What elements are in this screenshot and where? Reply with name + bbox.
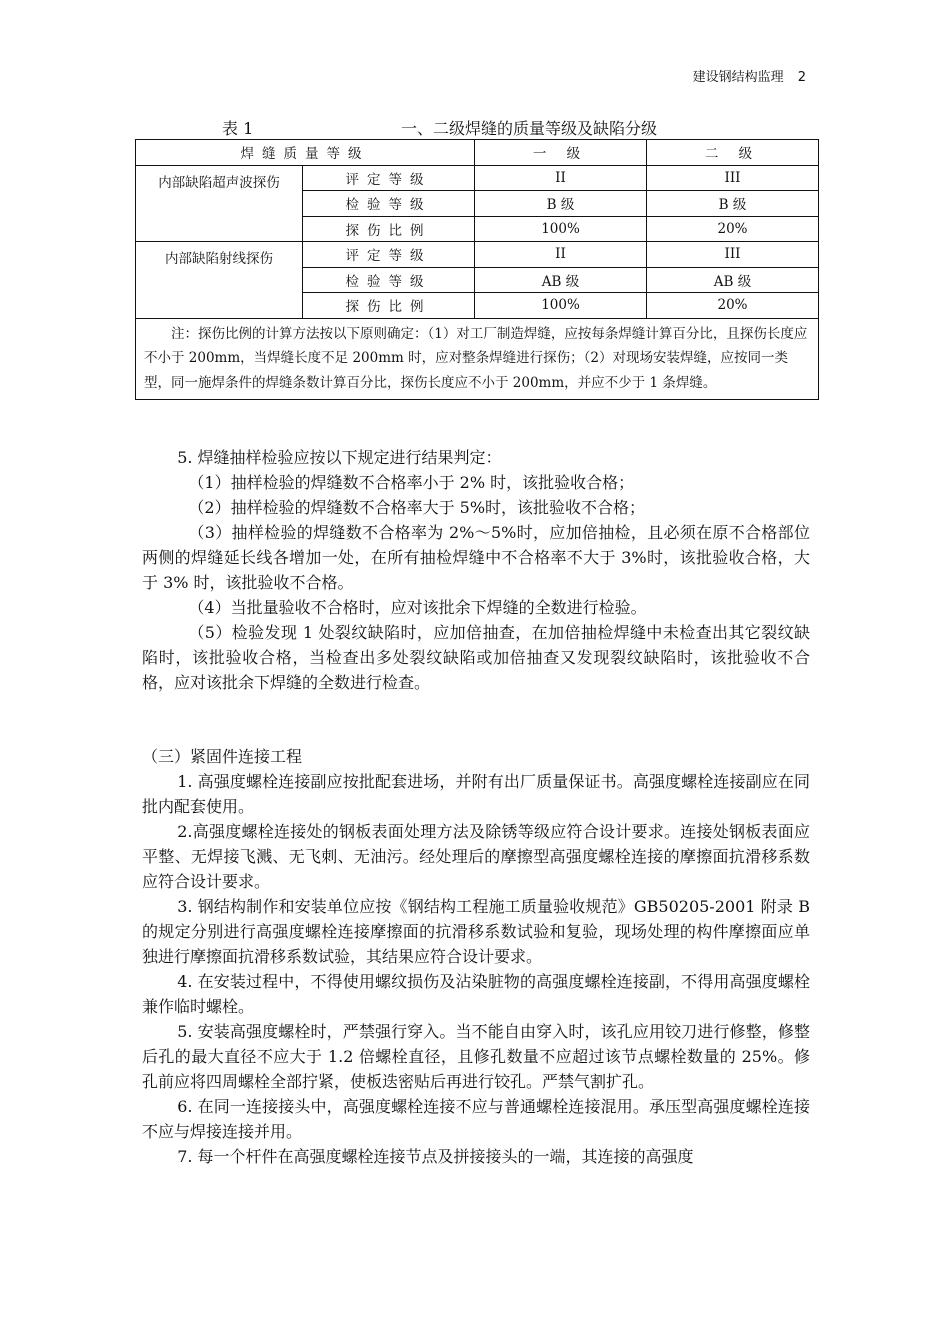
- table-title: 一、二级焊缝的质量等级及缺陷分级: [401, 119, 658, 138]
- weld-quality-table: [135, 139, 819, 400]
- row-value-level2: B 级: [647, 191, 819, 217]
- section5-item: （4）当批量验收不合格时，应对该批余下焊缝的全数进行检验。: [188, 598, 647, 617]
- table-caption: [0, 116, 950, 138]
- page-number: 2: [797, 70, 806, 85]
- section3-paragraph: 6. 在同一连接接头中，高强度螺栓连接不应与普通螺栓连接混用。承压型高强度螺栓连接不应与焊接连接并用。: [142, 1097, 810, 1141]
- section-weld-sampling: [142, 445, 810, 695]
- row-value-level1: II: [475, 242, 647, 268]
- row-value-level2: AB 级: [647, 267, 819, 293]
- group-ultrasonic: 内部缺陷超声波探伤: [136, 165, 303, 242]
- section5-item: （5）检验发现 1 处裂纹缺陷时，应加倍抽查，在加倍抽检焊缝中未检查出其它裂纹缺陷时，该批验收合格，当检查出多处裂纹缺陷或加倍抽查又发现裂纹缺陷时，该批验收不合格，应对该批余下焊缝的全数进行检查。: [142, 623, 810, 692]
- header-grade: 焊缝质量等级: [136, 140, 475, 166]
- table-row: [136, 165, 819, 191]
- section5-item: （2）抽样检验的焊缝数不合格率大于 5%时，该批验收不合格；: [188, 498, 646, 517]
- row-value-level2: III: [647, 242, 819, 268]
- section5-item: （1）抽样检验的焊缝数不合格率小于 2% 时，该批验收合格；: [188, 473, 635, 492]
- row-value-level1: B 级: [475, 191, 647, 217]
- table-note-row: [136, 318, 819, 400]
- section3-heading: （三）紧固件连接工程: [142, 747, 303, 766]
- section3-paragraph: 2.高强度螺栓连接处的钢板表面处理方法及除锈等级应符合设计要求。连接处钢板表面应平整、无焊接飞溅、无飞刺、无油污。经处理后的摩擦型高强度螺栓连接的摩擦面抗滑移系数应符合设计要求。: [142, 822, 810, 891]
- row-item: 探伤比例: [303, 216, 475, 242]
- table-row: [136, 242, 819, 268]
- row-item: 检验等级: [303, 191, 475, 217]
- table-header-row: [136, 140, 819, 166]
- section5-item: （3）抽样检验的焊缝数不合格率为 2%～5%时，应加倍抽检，且必须在原不合格部位两侧的焊缝延长线各增加一处，在所有抽检焊缝中不合格率不大于 3%时，该批验收合格，大于 3% 时，该批验收不合格。: [142, 523, 810, 592]
- row-value-level1: II: [475, 165, 647, 191]
- row-value-level2: III: [647, 165, 819, 191]
- section3-paragraph: 1. 高强度螺栓连接副应按批配套进场，并附有出厂质量保证书。高强度螺栓连接副应在同批内配套使用。: [142, 772, 810, 816]
- section3-paragraph: 4. 在安装过程中，不得使用螺纹损伤及沾染脏物的高强度螺栓连接副，不得用高强度螺栓兼作临时螺栓。: [142, 972, 810, 1016]
- section3-paragraph: 5. 安装高强度螺栓时，严禁强行穿入。当不能自由穿入时，该孔应用铰刀进行修整，修整后孔的最大直径不应大于 1.2 倍螺栓直径，且修孔数量不应超过该节点螺栓数量的 25%。修孔前应将四周螺栓全部拧紧，使板迭密贴后再进行铰孔。严禁气割扩孔。: [142, 1022, 810, 1091]
- section5-intro: 5. 焊缝抽样检验应按以下规定进行结果判定：: [177, 448, 502, 467]
- section-fastener-connection: [142, 744, 810, 1169]
- section3-paragraph: 3. 钢结构制作和安装单位应按《钢结构工程施工质量验收规范》GB50205-2001 附录 B 的规定分别进行高强度螺栓连接摩擦面的抗滑移系数试验和复验，现场处理的构件摩擦面应单独进行摩擦面抗滑移系数试验，其结果应符合设计要求。: [142, 897, 810, 966]
- page-header: [683, 66, 806, 85]
- section3-paragraph: 7. 每一个杆件在高强度螺栓连接节点及拼接接头的一端，其连接的高强度: [177, 1147, 694, 1166]
- row-item: 探伤比例: [303, 293, 475, 319]
- table-note: 注：探伤比例的计算方法按以下原则确定：（1）对工厂制造焊缝，应按每条焊缝计算百分比，且探伤长度应不小于 200mm，当焊缝长度不足 200mm 时，应对整条焊缝进行探伤；（2）对现场安装焊缝，应按同一类型，同一施焊条件的焊缝条数计算百分比，探伤长度应不小于 200mm，并应不少于 1 条焊缝。: [136, 318, 819, 400]
- row-item: 评定等级: [303, 242, 475, 268]
- header-title: 建设钢结构监理: [692, 70, 784, 85]
- header-level1: 一 级: [475, 140, 647, 166]
- row-value-level2: 20%: [647, 293, 819, 319]
- row-item: 评定等级: [303, 165, 475, 191]
- header-level2: 二 级: [647, 140, 819, 166]
- row-item: 检验等级: [303, 267, 475, 293]
- table-number: 表 1: [222, 119, 254, 138]
- row-value-level2: 20%: [647, 216, 819, 242]
- row-value-level1: AB 级: [475, 267, 647, 293]
- row-value-level1: 100%: [475, 216, 647, 242]
- row-value-level1: 100%: [475, 293, 647, 319]
- group-radiographic: 内部缺陷射线探伤: [136, 242, 303, 319]
